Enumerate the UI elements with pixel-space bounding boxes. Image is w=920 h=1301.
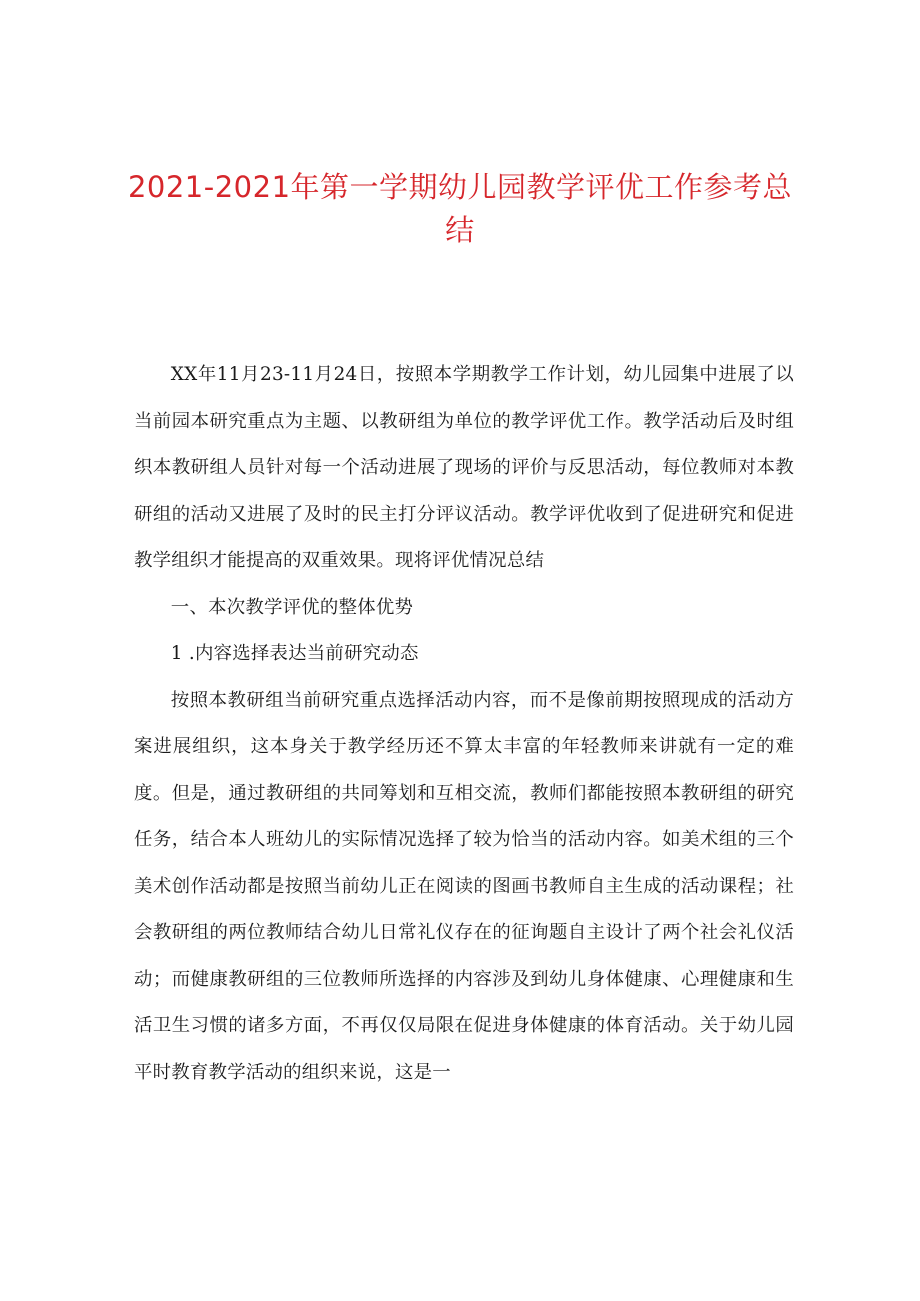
section-heading: 一、本次教学评优的整体优势 — [170, 596, 414, 618]
subsection-heading: 1 .内容选择表达当前研究动态 — [170, 643, 419, 664]
document-body — [134, 352, 794, 1096]
paragraph-intro: XX年11月23-11月24日，按照本学期教学工作计划，幼儿园集中进展了以当前园本研究重点为主题、以教研组为单位的教学评优工作。教学活动后及时组织本教研组人员针对每一个活动进展了现场的评价与反思活动，每位教师对本教研组的活动又进展了及时的民主打分评议活动。教学评优收到了促进研究和促进教学组织才能提高的双重效果。现将评优情况总结 — [134, 364, 794, 571]
paragraph-body: 按照本教研组当前研究重点选择活动内容，而不是像前期按照现成的活动方案进展组织，这本身关于教学经历还不算太丰富的年轻教师来讲就有一定的难度。但是，通过教研组的共同筹划和互相交流，教师们都能按照本教研组的研究任务，结合本人班幼儿的实际情况选择了较为恰当的活动内容。如美术组的三个美术创作活动都是按照当前幼儿正在阅读的图画书教师自主生成的活动课程；社会教研组的两位教师结合幼儿日常礼仪存在的征询题自主设计了两个社会礼仪活动；而健康教研组的三位教师所选择的内容涉及到幼儿身体健康、心理健康和生活卫生习惯的诸多方面，不再仅仅局限在促进身体健康的体育活动。关于幼儿园平时教育教学活动的组织来说，这是一 — [134, 689, 794, 1083]
document-title: 2021-2021年第一学期幼儿园教学评优工作参考总结 — [127, 170, 793, 247]
